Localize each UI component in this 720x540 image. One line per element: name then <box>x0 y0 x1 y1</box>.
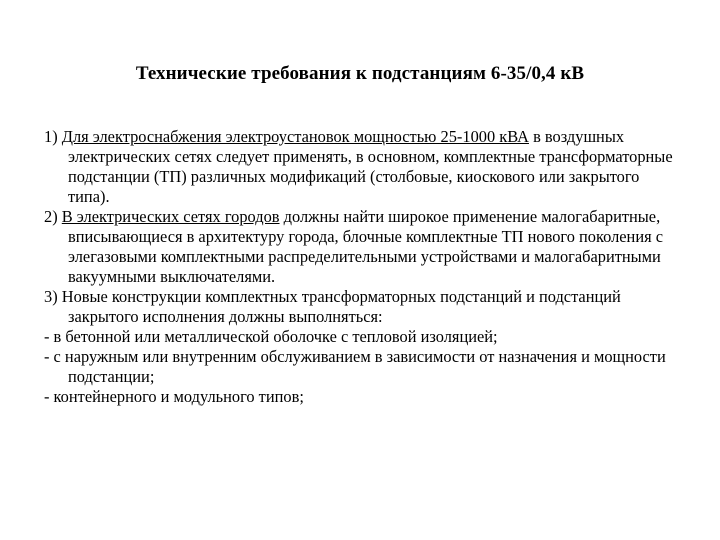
paragraph-2 <box>44 207 684 287</box>
paragraph-2-number: 2) <box>44 207 62 226</box>
slide-body <box>44 127 684 407</box>
paragraph-1 <box>44 127 684 207</box>
bullet-3: - контейнерного и модульного типов; <box>44 387 304 406</box>
paragraph-3: 3) Новые конструкции комплектных трансформаторных подстанций и подстанций закрытого исполнения должны выполняться: <box>44 287 621 326</box>
paragraph-2-text: должны найти широкое применение малогабаритные, вписывающиеся в архитектуру города, блочные комплектные ТП нового поколения с элегазовыми комплектными распределительными устройствами и малогабаритными вакуумными выключателями. <box>68 207 663 286</box>
slide-title: Технические требования к подстанциям 6-35/0,4 кВ <box>135 63 585 84</box>
paragraph-1-underlined: Для электроснабжения электроустановок мощностью 25-1000 кВА <box>61 127 529 146</box>
paragraph-1-number: 1) <box>44 127 62 146</box>
bullet-2: - с наружным или внутренним обслуживанием в зависимости от назначения и мощности подстанции; <box>44 347 666 386</box>
paragraph-1-text: в воздушных электрических сетях следует применять, в основном, комплектные трансформаторные подстанции (ТП) различных модификаций (столбовые, киоскового или закрытого типа). <box>68 127 673 206</box>
paragraph-2-underlined: В электрических сетях городов <box>61 207 280 226</box>
bullet-1: - в бетонной или металлической оболочке с тепловой изоляцией; <box>44 327 498 346</box>
